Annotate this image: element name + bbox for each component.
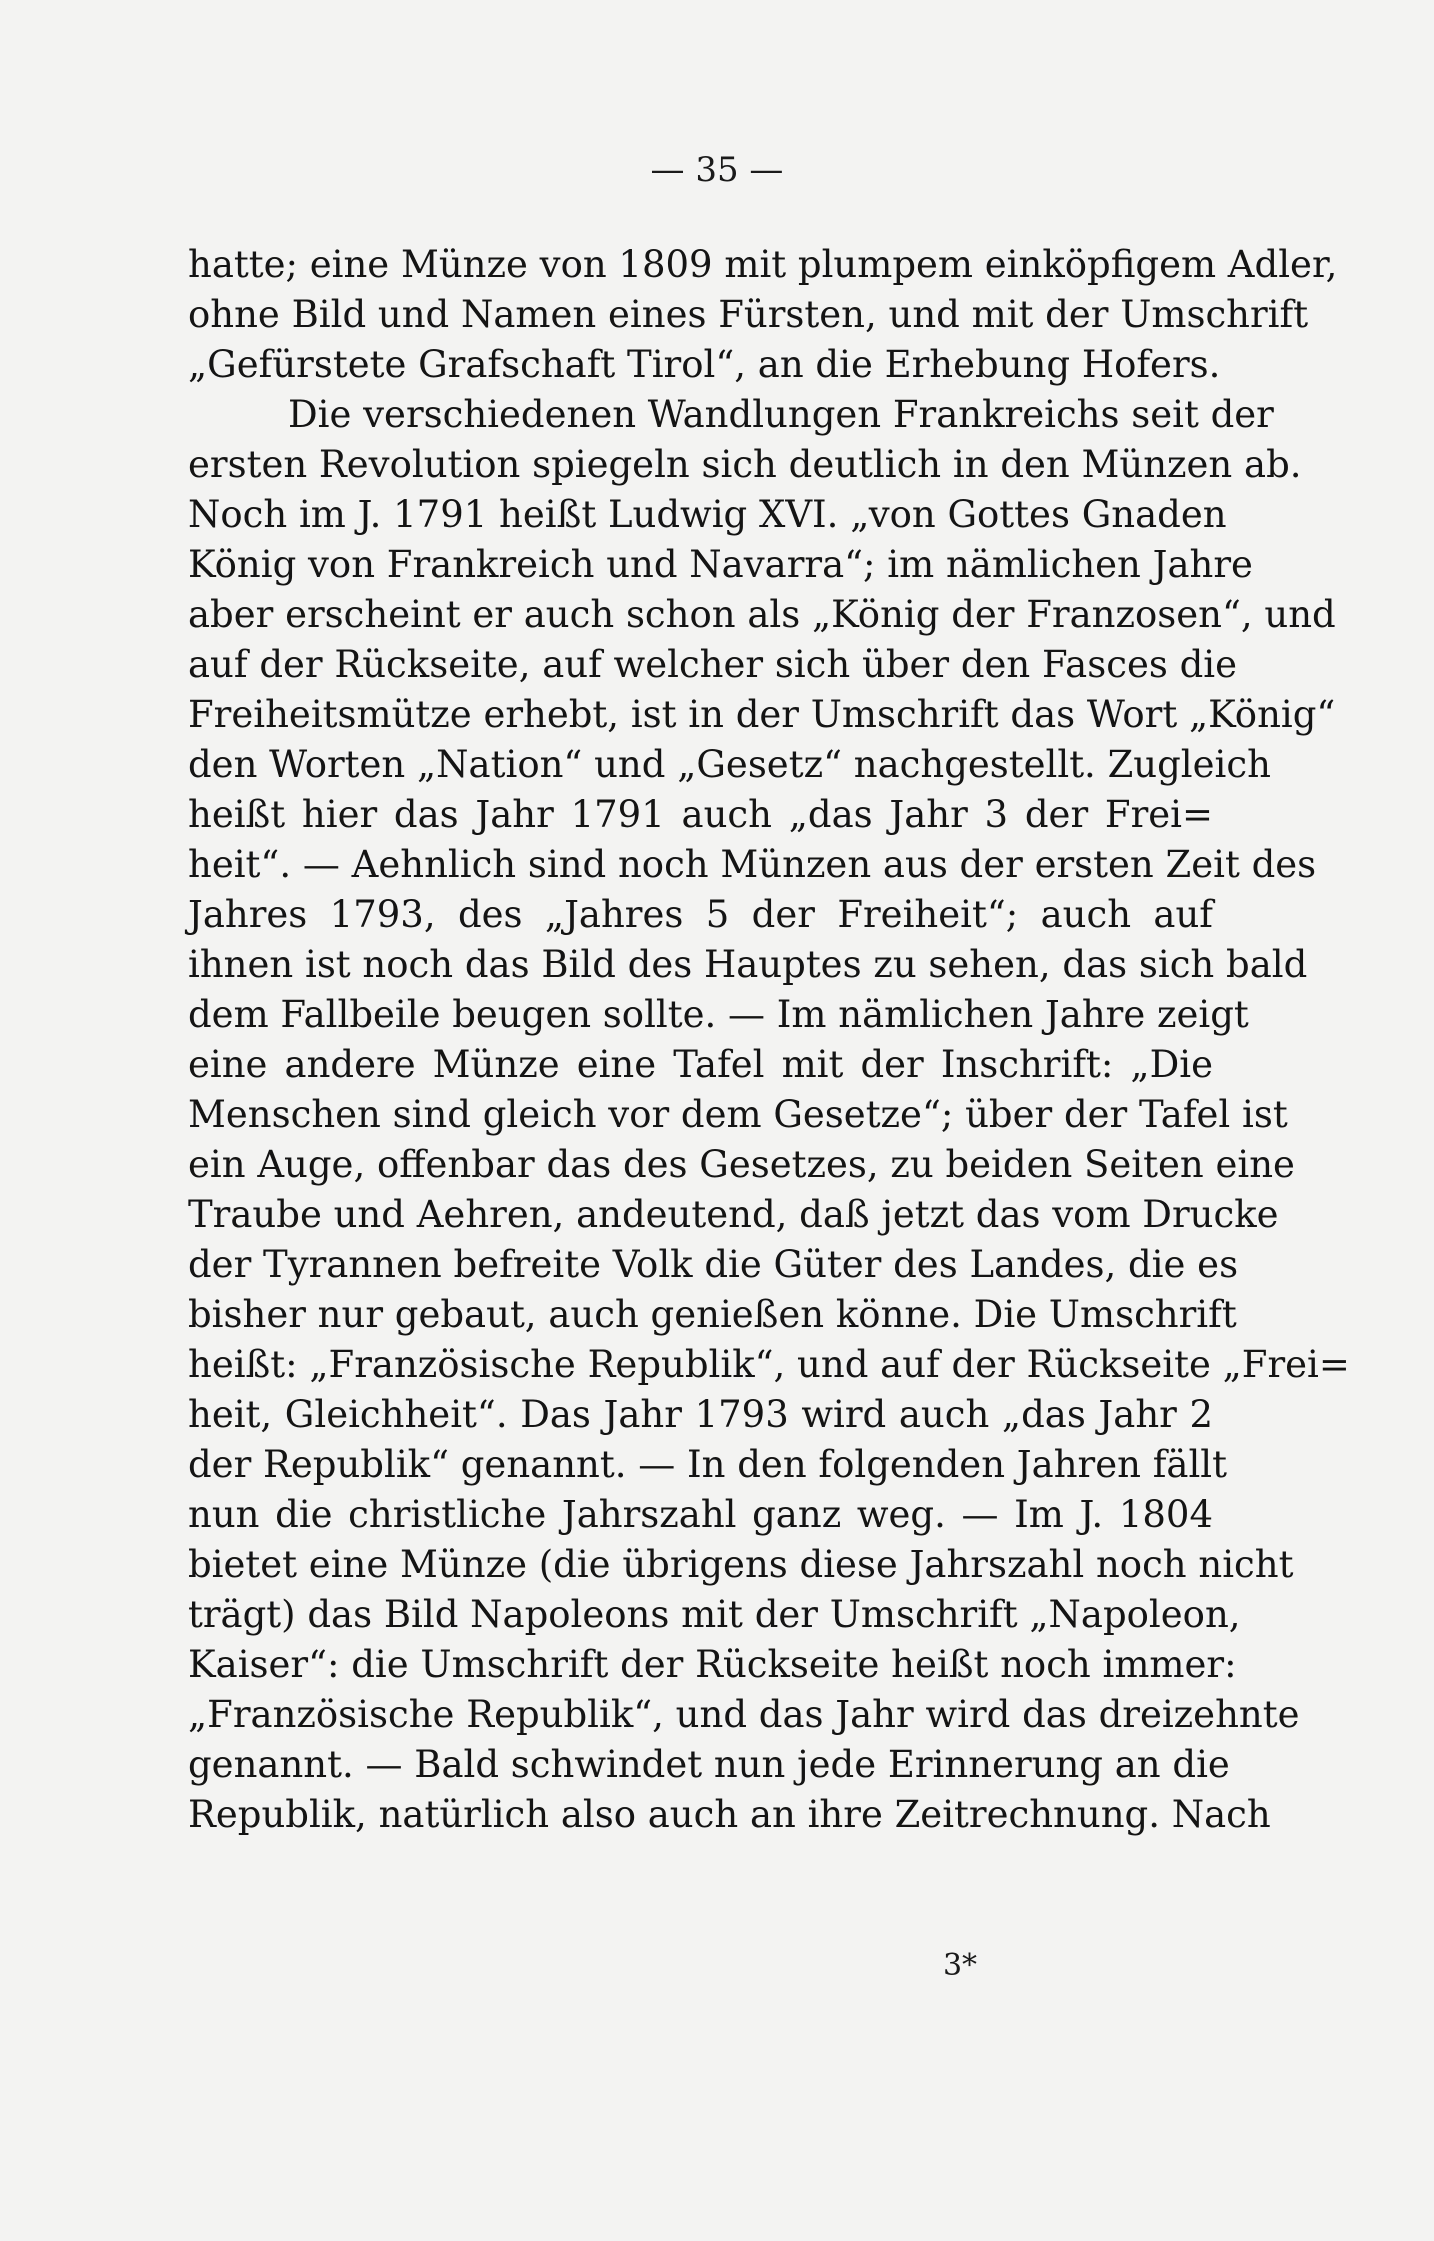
text-line: ihnen ist noch das Bild des Hauptes zu sehen, das sich bald <box>188 943 1308 986</box>
text-line: aber erscheint er auch schon als „König der Franzosen“, und <box>188 593 1336 636</box>
text-line: heit, Gleichheit“. Das Jahr 1793 wird auch „das Jahr 2 <box>188 1393 1213 1436</box>
text-line: Kaiser“: die Umschrift der Rückseite heißt noch immer: <box>188 1643 1237 1686</box>
text-line: der Republik“ genannt. — In den folgenden Jahren fällt <box>188 1443 1227 1486</box>
text-line: „Französische Republik“, und das Jahr wird das dreizehnte <box>188 1693 1300 1736</box>
text-line: König von Frankreich und Navarra“; im nämlichen Jahre <box>188 543 1253 586</box>
text-line: Jahres 1793, des „Jahres 5 der Freiheit“; auch auf <box>188 893 1213 936</box>
text-line: den Worten „Nation“ und „Gesetz“ nachgestellt. Zugleich <box>188 743 1271 786</box>
text-line: ersten Revolution spiegeln sich deutlich in den Münzen ab. <box>188 443 1302 486</box>
text-line: „Gefürstete Grafschaft Tirol“, an die Erhebung Hofers. <box>188 343 1221 386</box>
text-line: ohne Bild und Namen eines Fürsten, und mit der Umschrift <box>188 293 1309 336</box>
text-line: Die verschiedenen Wandlungen Frankreichs seit der <box>288 393 1274 436</box>
text-line: der Tyrannen befreite Volk die Güter des Landes, die es <box>188 1243 1239 1286</box>
text-line: trägt) das Bild Napoleons mit der Umschrift „Napoleon, <box>188 1593 1241 1636</box>
text-line: auf der Rückseite, auf welcher sich über den Fasces die <box>188 643 1238 686</box>
text-line: Freiheitsmütze erhebt, ist in der Umschrift das Wort „König“ <box>188 693 1336 736</box>
text-line: Traube und Aehren, andeutend, daß jetzt das vom Drucke <box>188 1193 1279 1236</box>
text-line: Noch im J. 1791 heißt Ludwig XVI. „von Gottes Gnaden <box>188 493 1227 536</box>
text-line: nun die christliche Jahrszahl ganz weg. — Im J. 1804 <box>188 1493 1213 1536</box>
text-line: eine andere Münze eine Tafel mit der Inschrift: „Die <box>188 1043 1213 1086</box>
text-line: Republik, natürlich also auch an ihre Zeitrechnung. Nach <box>188 1793 1271 1836</box>
page-body <box>188 240 1350 1840</box>
text-line: heißt: „Französische Republik“, und auf der Rückseite „Frei= <box>188 1343 1350 1386</box>
text-line: heit“. — Aehnlich sind noch Münzen aus der ersten Zeit des <box>188 843 1317 886</box>
text-line: dem Fallbeile beugen sollte. — Im nämlichen Jahre zeigt <box>188 993 1249 1036</box>
text-line: bisher nur gebaut, auch genießen könne. Die Umschrift <box>188 1293 1237 1336</box>
signature-mark: 3* <box>942 1948 978 1983</box>
text-line: hatte; eine Münze von 1809 mit plumpem einköpfigem Adler, <box>188 243 1338 286</box>
text-line: bietet eine Münze (die übrigens diese Jahrszahl noch nicht <box>188 1543 1294 1586</box>
text-line: ein Auge, offenbar das des Gesetzes, zu beiden Seiten eine <box>188 1143 1295 1186</box>
text-line: genannt. — Bald schwindet nun jede Erinnerung an die <box>188 1743 1230 1786</box>
text-line: Menschen sind gleich vor dem Gesetze“; über der Tafel ist <box>188 1093 1288 1136</box>
page-number: — 35 — <box>650 150 784 190</box>
text-line: heißt hier das Jahr 1791 auch „das Jahr 3 der Frei= <box>188 793 1213 836</box>
